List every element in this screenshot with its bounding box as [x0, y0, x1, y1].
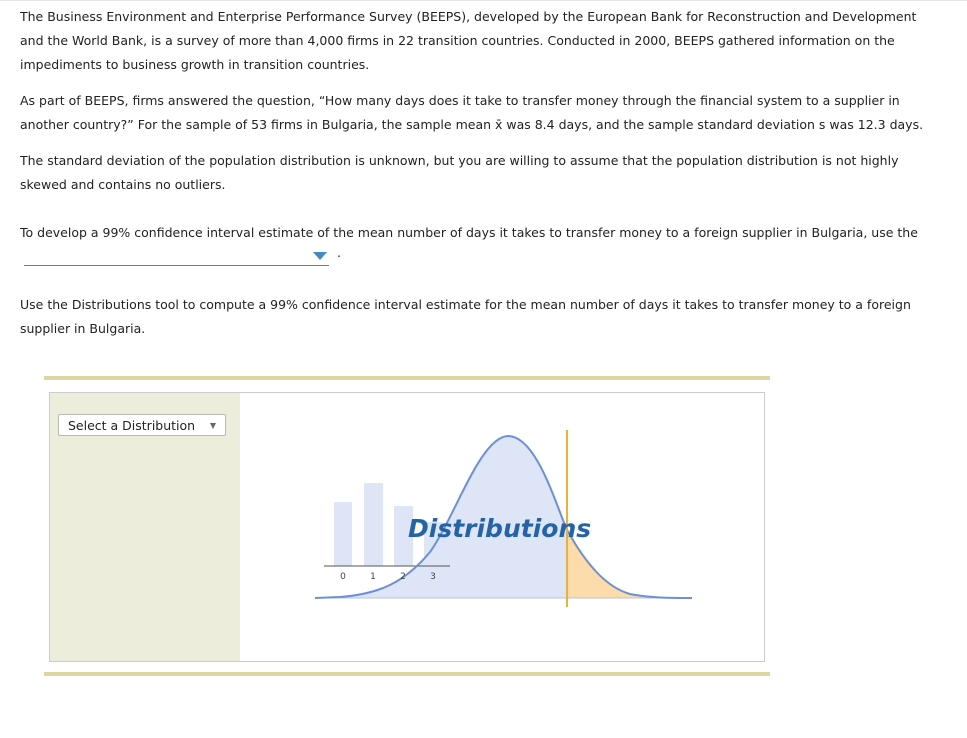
axis-tick-label: 0	[340, 572, 346, 582]
instruction-paragraph: To develop a 99% confidence interval estimate of the mean number of days it takes to transfer money to a foreign supplier in Bulgaria, use the	[20, 225, 918, 240]
select-arrow-icon	[210, 423, 216, 429]
histogram-bar	[364, 483, 383, 566]
dropdown-arrow-icon[interactable]	[313, 252, 327, 260]
select-distribution-label: Select a Distribution	[68, 418, 196, 433]
distributions-logo-graphic	[240, 392, 760, 660]
axis-tick-label: 2	[400, 572, 406, 582]
distribution-choice-dropdown[interactable]	[24, 248, 329, 266]
assumption-paragraph: The standard deviation of the population distribution is unknown, but you are willing to assume that the population distribution is not highly skewed and contains no outliers.	[20, 153, 899, 192]
tool-instruction-paragraph: Use the Distributions tool to compute a 99% confidence interval estimate for the mean number of days it takes to transfer money to a foreign supplier in Bulgaria.	[20, 297, 911, 336]
histogram-bar	[334, 502, 352, 566]
axis-tick-label: 1	[370, 572, 376, 582]
select-distribution-button[interactable]	[58, 414, 226, 436]
top-divider	[0, 0, 967, 1]
tool-bottom-rule	[44, 672, 770, 676]
distributions-logo-text: Distributions	[408, 514, 592, 543]
tool-top-rule	[44, 376, 770, 380]
axis-tick-label: 3	[430, 572, 436, 582]
sentence-period: .	[337, 245, 341, 260]
tool-side-panel	[50, 393, 240, 661]
question-paragraph: As part of BEEPS, firms answered the question, “How many days does it take to transfer money through the financial system to a supplier in another country?” For the sample of 53 firms in Bulgaria, the sample mean x̄ was 8.4 days, and the sample standard deviation s was 12.3 days.	[20, 93, 924, 132]
intro-paragraph: The Business Environment and Enterprise Performance Survey (BEEPS), developed by the European Bank for Reconstruction and Development and the World Bank, is a survey of more than 4,000 firms in 22 transition countries. Conducted in 2000, BEEPS gathered information on the impediments to business growth in transition countries.	[20, 9, 917, 72]
